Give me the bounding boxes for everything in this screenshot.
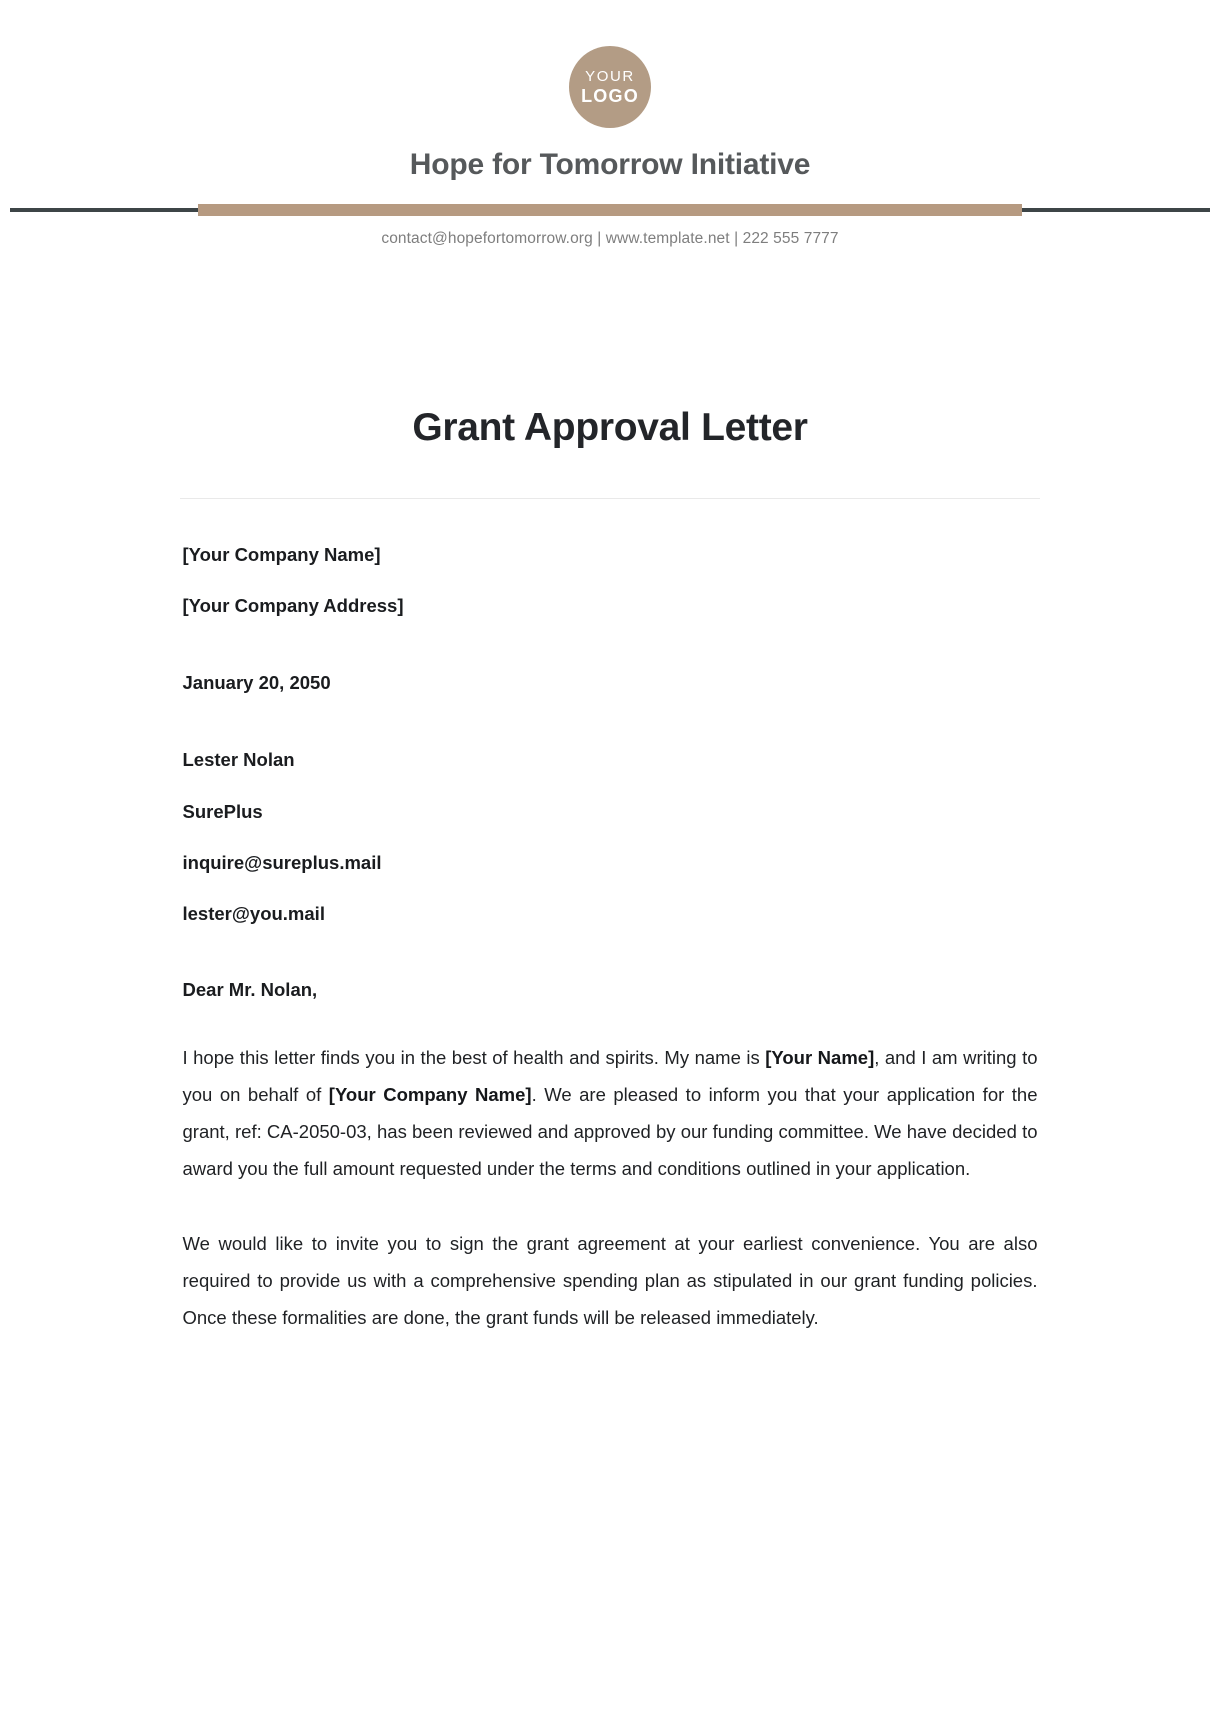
contact-line: contact@hopefortomorrow.org | www.template.net | 222 555 7777 xyxy=(381,230,839,247)
header-divider-accent-bar xyxy=(198,204,1022,216)
letter-body xyxy=(183,499,1038,1336)
body-paragraph-2: We would like to invite you to sign the grant agreement at your earliest convenience. You are also required to provide us with a comprehensive spending plan as stipulated in our grant funding policies. Once these formalities are done, the grant funds will be released immediately. xyxy=(182,1232,1038,1328)
p1-bold-company-name: [Your Company Name] xyxy=(328,1083,532,1105)
body-paragraph-1 xyxy=(183,1039,1038,1187)
recipient-block xyxy=(183,748,1038,925)
spacer-after-sender xyxy=(183,645,1038,671)
letterhead xyxy=(0,0,1220,182)
spacer-after-date xyxy=(183,722,1038,748)
recipient-personal-email: lester@you.mail xyxy=(182,902,325,924)
logo-text-bottom: LOGO xyxy=(581,86,639,106)
logo-text-top: YOUR xyxy=(585,68,635,85)
p1-seg1: I hope this letter finds you in the best of health and spirits. My name is xyxy=(182,1046,766,1068)
page-title: Grant Approval Letter xyxy=(412,406,808,449)
p1-seg3: . We are pleased to inform you that your application for the grant, ref: CA-2050-03, has been reviewed and approved by our funding committee. We have decided to award you the full amount requested under the terms and conditions outlined in your application. xyxy=(182,1083,1038,1179)
letter-date: January 20, 2050 xyxy=(182,672,331,694)
spacer-after-recipient xyxy=(183,953,1038,979)
recipient-company-email: inquire@sureplus.mail xyxy=(182,851,382,873)
spacer-between-paragraphs xyxy=(183,1187,1038,1225)
spacer-after-salutation xyxy=(183,1001,1038,1039)
logo-placeholder-icon xyxy=(569,46,651,128)
sender-company-name: [Your Company Name] xyxy=(182,544,381,565)
organization-name: Hope for Tomorrow Initiative xyxy=(409,148,811,181)
sender-block xyxy=(183,543,1038,617)
p1-seg2: , and I am writing to you on behalf of xyxy=(182,1046,1038,1105)
salutation: Dear Mr. Nolan, xyxy=(182,978,318,1000)
header-divider xyxy=(0,200,1220,222)
recipient-company: SurePlus xyxy=(182,800,263,822)
recipient-name: Lester Nolan xyxy=(182,749,295,771)
p1-bold-your-name: [Your Name] xyxy=(765,1046,875,1068)
sender-company-address: [Your Company Address] xyxy=(182,595,404,617)
